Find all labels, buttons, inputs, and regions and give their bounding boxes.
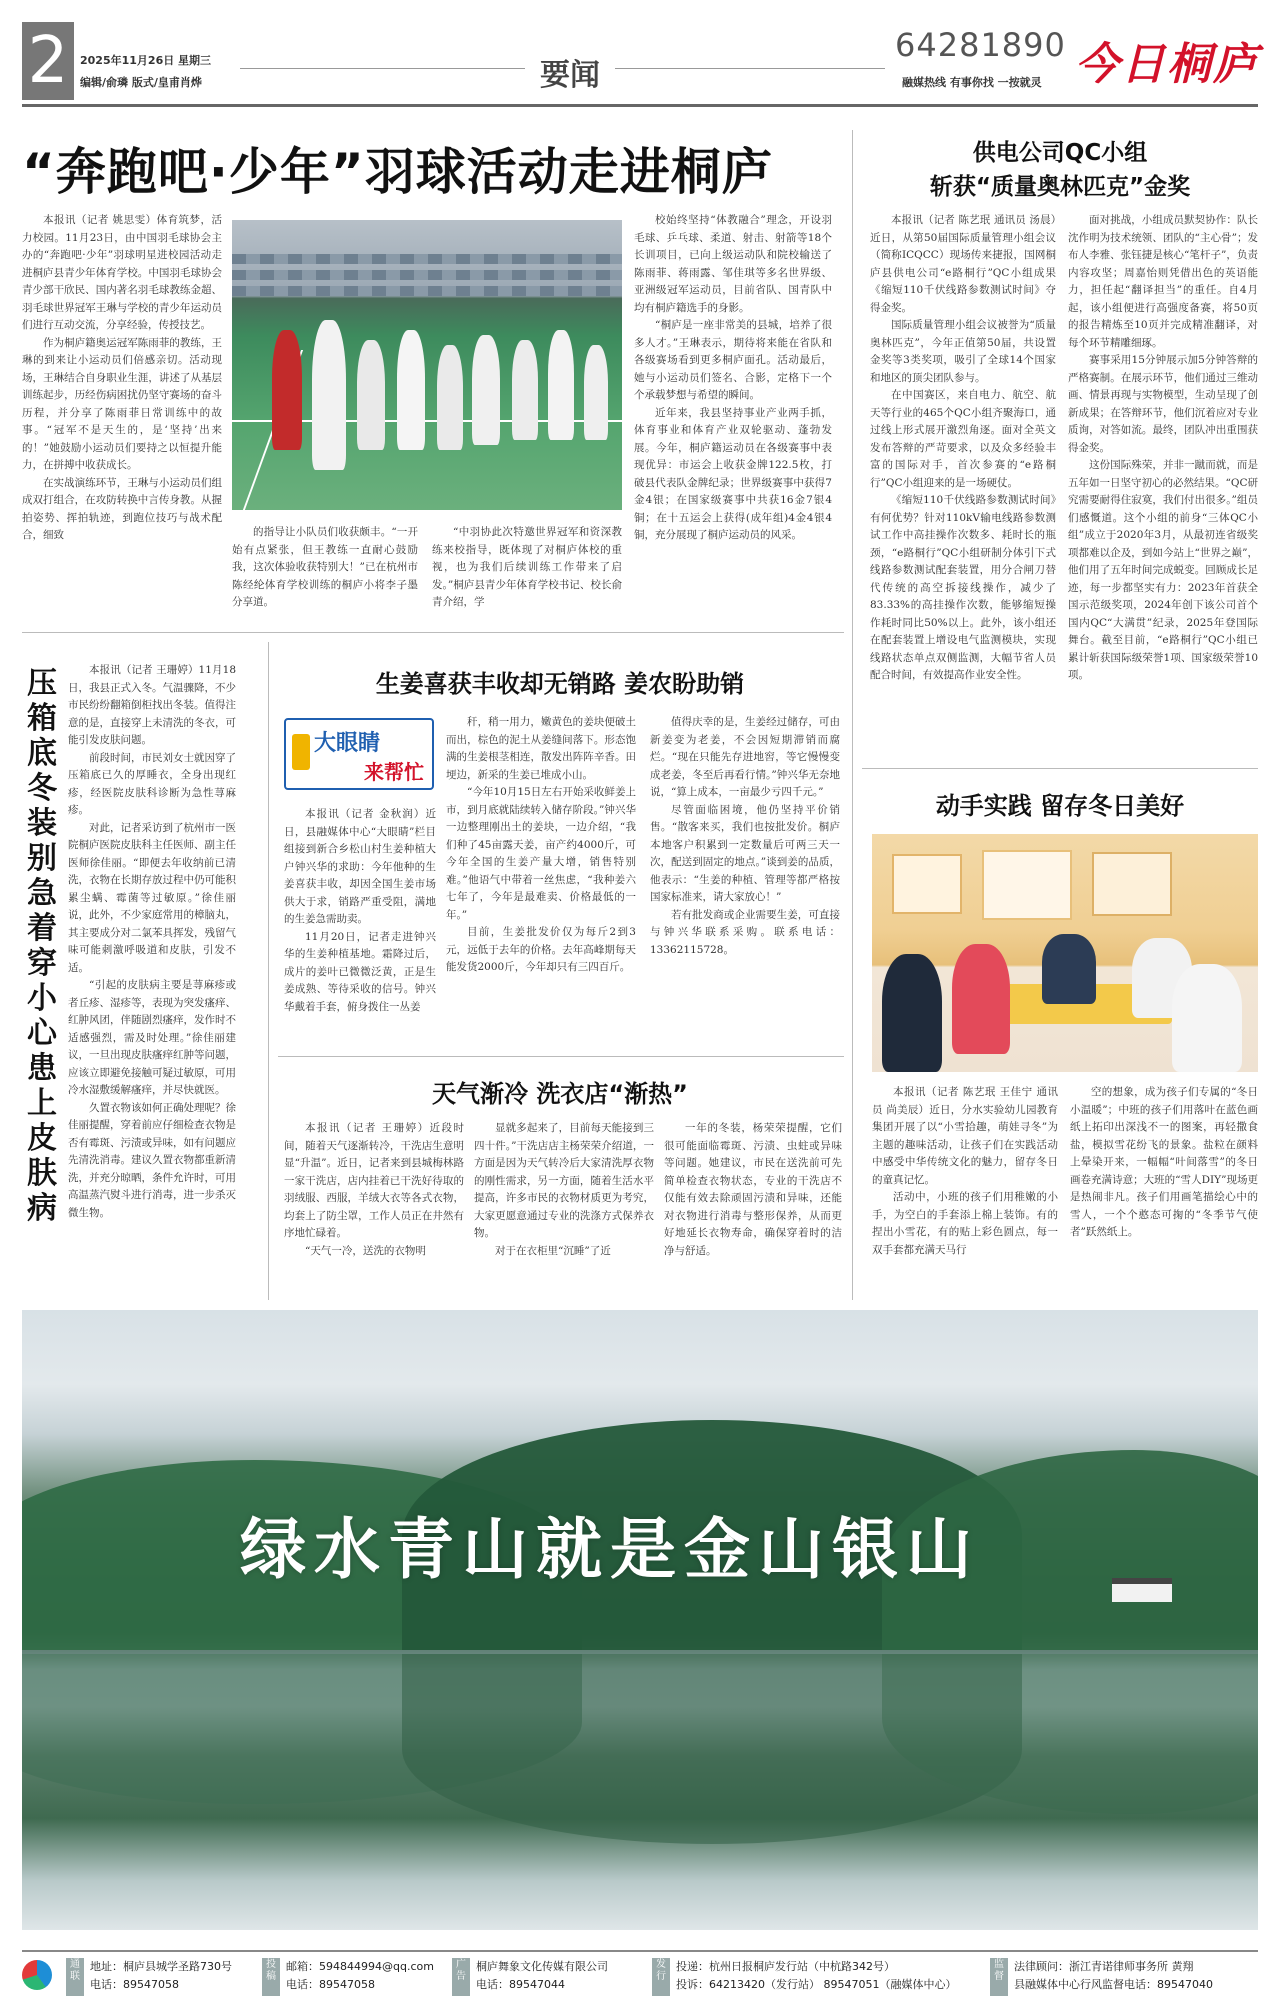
paragraph: 值得庆幸的是，生姜经过储存，可由新姜变为老姜，不会因短期滞销而腐烂。“现在只能先存进地窖，等它慢慢变成老姜，冬至后再看行情。”钟兴华无奈地说，“算上成本，一亩最少亏四千元。” xyxy=(650,716,840,798)
paragraph: 这份国际殊荣，并非一蹴而就，而是五年如一日坚守初心的必然结果。“QC研究需要耐得住寂寞，我们付出很多。”组员们感慨道。这个小组的前身“三体QC小组”成立于2020年3月，从最初连省级奖项都难以企及，到如今站上“世界之巅”，他们用了五年时间完成蜕变。回顾成长足迹，每一步都坚实有力：2023年首获全国示范级奖项，2024年创下该公司首个国内QC“大满贯”纪录，2025年登国际舞台。截至目前，“e路桐行”QC小组已累计斩获国际级荣誉1项、国家级荣誉10项。 xyxy=(1068,459,1258,681)
paragraph: 赛事采用15分钟展示加5分钟答辩的严格赛制。在展示环节，他们通过三维动画、情景再现与实物模型，生动呈现了创新成果；在答辩环节，他们沉着应对专业质询，对答如流。最终，团队冲出重围获得金奖。 xyxy=(1068,354,1258,454)
hotline-number: 64281890 xyxy=(895,26,1066,64)
section-divider xyxy=(278,1056,844,1057)
footer-issue-phone: 投诉：64213420（发行站） 89547051（融媒体中心） xyxy=(676,1978,957,1991)
section-divider xyxy=(862,768,1258,769)
badminton-headline: “奔跑吧·少年”羽球活动走进桐庐 xyxy=(22,143,773,201)
ginger-col-3 xyxy=(650,714,840,1046)
paragraph: 11月20日，记者走进钟兴华的生姜种植基地。霜降过后，成片的姜叶已微微泛黄，正是生姜成熟、等待采收的信号。钟兴华戴着手套，俯身拨住一丛姜 xyxy=(284,930,436,1013)
paragraph: 前段时间，市民刘女士就因穿了压箱底已久的厚睡衣，全身出现红疹，经医院皮肤科诊断为急性荨麻疹。 xyxy=(68,751,236,816)
footer-ad-company: 桐庐舞象文化传媒有限公司 xyxy=(476,1960,608,1973)
footer-phone-3: 电话：89547044 xyxy=(476,1978,565,1991)
header-bottom-rule xyxy=(22,104,1258,107)
footer-label: 广告 xyxy=(452,1958,470,1996)
footer-address: 地址：桐庐县城学圣路730号 xyxy=(90,1960,232,1973)
badminton-col-4 xyxy=(634,212,832,618)
logo-text-b: 来帮忙 xyxy=(364,760,424,784)
clothes-col-1 xyxy=(68,662,236,1292)
laundry-col-3 xyxy=(664,1120,842,1296)
badminton-photo xyxy=(232,220,622,510)
paragraph: 校始终坚持“体教融合”理念，开设羽毛球、乒乓球、柔道、射击、射箭等18个长训项目，已向上级运动队和院校输送了陈雨菲、蒋雨露、邹佳琪等多名世界级、亚洲级冠军运动员，目前省队、国青队中均有桐庐籍选手的身影。 xyxy=(634,214,832,314)
paragraph: 一年的冬装，杨荣荣提醒，它们很可能面临霉斑、污渍、虫蛀或异味等问题。她建议，市民在送洗前可先简单检查衣物状态，专业的干洗店不仅能有效去除顽固污渍和异味，还能对衣物进行消毒与整形保养，从而更好地延长衣物寿命，确保穿着时的洁净与舒适。 xyxy=(664,1122,842,1257)
footer-phone-1: 电话：89547058 xyxy=(90,1978,179,1991)
paragraph: 本报讯（记者 姚思雯）体育筑梦，活力校园。11月23日，由中国羽毛球协会主办的“奔跑吧·少年”羽球明星进校园活动走进桐庐县青少年体育学校。中国羽毛球协会青少部干欣民、国内著名羽毛球教练金超、羽毛球世界冠军王琳与学校的青少年运动员们进行互动交流，分享经验，传授技艺。 xyxy=(22,214,222,331)
kinder-col-2 xyxy=(1070,1084,1258,1296)
big-eyes-logo xyxy=(284,718,434,790)
paragraph: 的指导让小队员们收获颇丰。“一开始有点紧张，但王教练一直耐心鼓励我，这次体验收获特别大！”已在杭州市陈经纶体育学校训练的桐庐小将李子墨分享道。 xyxy=(232,526,418,608)
paragraph: 近年来，我县坚持事业产业两手抓，体育事业和体育产业双轮驱动、蓬勃发展。今年，桐庐籍运动员在各级赛事中表现优异：市运会上收获金牌122.5枚，打破县代表队金牌纪录；世界级赛事中获得7金4银；在国家级赛事中共获16金7银4铜；在十五运会上获得(成年组)4金4银4铜，充分展现了桐庐运动员的风采。 xyxy=(634,406,832,541)
footer-label: 投稿 xyxy=(262,1958,280,1996)
footer-phone-2: 电话：89547058 xyxy=(286,1978,375,1991)
banner-slogan: 绿水青山就是金山银山 xyxy=(240,1511,980,1588)
column-divider xyxy=(268,642,269,1300)
badminton-col-1 xyxy=(22,212,222,618)
paragraph: 对于在衣柜里“沉睡”了近 xyxy=(495,1244,611,1257)
paragraph: 本报讯（记者 陈艺珉 王佳宁 通讯员 尚美辰）近日，分水实验幼儿园教育集团开展了以“小雪拾趣，萌娃寻冬”为主题的趣味活动，让孩子们在实践活动中感受中华传统文化的魅力，留存冬日的童真记忆。 xyxy=(872,1086,1058,1186)
paragraph: 目前，生姜批发价仅为每斤2到3元，远低于去年的价格。去年高峰期每天能发货2000斤，今年却只有三四百斤。 xyxy=(446,926,636,973)
paragraph: 《缩短110千伏线路参数测试时间》有何优势？针对110kV输电线路参数测试工作中高挂操作次数多、耗时长的瓶颈，“e路桐行”QC小组研制分体引下式线路参数测试配套装置，用分合闸刀替代传统的高空拆接线操作，减少了83.33%的高挂操作次数，能够缩短操作耗时同比50%以上。此外，该小组还在配套装置上增设电气监测模块，实现线路状态单点双侧监测，大幅节省人员配合时间，有效提高作业安全性。 xyxy=(870,494,1056,681)
paragraph: “中羽协此次特邀世界冠军和资深教练来校指导，既体现了对桐庐体校的重视，也为我们后续训练工作带来了启发。”桐庐县青少年体育学校书记、校长俞青介绍，学 xyxy=(432,526,622,608)
page-number: 2 xyxy=(22,22,74,100)
footer-legal: 法律顾问：浙江青诺律师事务所 黄翔 xyxy=(1014,1960,1194,1973)
footer-label: 监督 xyxy=(990,1958,1008,1996)
landscape-banner xyxy=(22,1310,1258,1930)
paragraph: 在实战演练环节，王琳与小运动员们组成双打组合，在攻防转换中言传身教。从握拍姿势、挥拍轨迹，到跑位技巧与战术配合，细致 xyxy=(22,476,222,541)
paragraph: 对此，记者采访到了杭州市一医院桐庐医院皮肤科主任医师、副主任医师徐佳丽。“即便去年收纳前已清洗，衣物在长期存放过程中仍可能积累尘螨、霉菌等过敏原。”徐佳丽说，此外，不少家庭常用的樟脑丸，其主要成分对二氯苯具挥发，残留气味可能刺激呼吸道和皮肤，引发不适。 xyxy=(68,821,236,974)
qc-headline-line2: 斩获“质量奥林匹克”金奖 xyxy=(929,174,1191,200)
laundry-headline: 天气渐冷 洗衣店“渐热” xyxy=(432,1080,688,1108)
paragraph: “桐庐是一座非常美的县城，培养了很多人才。”王琳表示，期待将来能在省队和各级赛场看到更多桐庐面孔。活动最后，她与小运动员们签名、合影，定格下一个个承载梦想与希望的瞬间。 xyxy=(634,319,832,401)
paragraph: 空的想象，成为孩子们专属的“冬日小温暖”；中班的孩子们用落叶在蓝色画纸上拓印出深浅不一的图案，再轻撒食盐，模拟雪花纷飞的景象。盐粒在颜料上晕染开来，一幅幅“叶间落雪”的冬日画卷充满诗意；大班的“雪人DIY”现场更是热闹非凡。孩子们用画笔描绘心中的雪人，一个个憨态可掬的“冬季节气使者”跃然纸上。 xyxy=(1070,1086,1258,1238)
section-title: 要闻 xyxy=(540,58,600,93)
qc-headline-line1: 供电公司QC小组 xyxy=(972,140,1148,166)
qc-headline xyxy=(870,136,1250,204)
newspaper-logo: 今日桐庐 xyxy=(1075,39,1259,90)
logo-text-a: 大眼睛 xyxy=(314,731,381,756)
ginger-col-1 xyxy=(284,806,436,1046)
footer-label: 发行 xyxy=(652,1958,670,1996)
kinder-headline: 动手实践 留存冬日美好 xyxy=(935,792,1185,820)
section-divider xyxy=(22,632,844,633)
paragraph: “引起的皮肤病主要是荨麻疹或者丘疹、湿疹等，表现为突发瘙痒、红肿风团，伴随剧烈瘙痒，发作时不适感强烈，需及时处理。”徐佳丽建议，一旦出现皮肤瘙痒红肿等问题，应该立即避免接触可疑过敏原，可用冷水湿敷缓解瘙痒，并尽快就医。 xyxy=(68,979,236,1096)
kinder-col-1 xyxy=(872,1084,1058,1296)
laundry-col-2 xyxy=(474,1120,654,1296)
footer-label: 通联 xyxy=(66,1958,84,1996)
clothes-headline: 压箱底冬装别急着穿 小心患上皮肤病 xyxy=(27,666,57,1226)
paragraph: “今年10月15日左右开始采收鲜姜上市，到月底就陆续转入储存阶段。”钟兴华一边整理刚出土的姜块，一边介绍，“我们种了45亩露天姜，亩产约4000斤，可今年全国的生姜产量大增，销售特别难。”他语气中带着一丝焦虑，“我种姜六七年了，今年是最难卖、价格最低的一年。” xyxy=(446,786,636,921)
badminton-col-3 xyxy=(432,524,622,618)
footer xyxy=(22,1950,1258,2000)
header-rule-left xyxy=(240,68,525,69)
footer-logo-icon xyxy=(22,1960,52,1990)
ginger-headline: 生姜喜获丰收却无销路 姜农盼助销 xyxy=(375,670,745,698)
paragraph: 尽管面临困境，他仍坚持平价销售。“散客来买，我们也按批发价。桐庐本地客户积累到一定数量后可两三天一次，配送到固定的地点。”谈到姜的品质，他表示：“生姜的种植、管理等都严格按国家标准来，请大家放心！” xyxy=(650,803,840,903)
qc-col-2 xyxy=(1068,212,1258,758)
column-divider xyxy=(852,130,853,1300)
paragraph: 秆，稍一用力，嫩黄色的姜块便破土而出，棕色的泥土从姜缝间落下。形态饱满的生姜根茎相连，散发出阵阵辛香。田埂边，新采的生姜已堆成小山。 xyxy=(446,716,636,781)
paragraph: 在中国赛区，来自电力、航空、航天等行业的465个QC小组齐聚海口，通过线上形式展开激烈角逐。面对全英文发布答辩的严苛要求，以及众多经验丰富的国际对手，首次参赛的“e路桐行”QC小组迎来的是一场硬仗。 xyxy=(870,389,1056,489)
qc-col-1 xyxy=(870,212,1056,758)
header-rule-right xyxy=(615,68,885,69)
kinder-photo xyxy=(872,834,1258,1072)
paragraph: 面对挑战，小组成员默契协作：队长沈作明为技术统领、团队的“主心骨”；发布人李雅、张钰捷是核心“笔杆子”，负责内容攻坚；周嘉怡则凭借出色的英语能力，担任起“翻译担当”的重任。自4月起，该小组便进行高强度备赛，将50页的报告精炼至10页并完成精准翻译，对每个环节精雕细琢。 xyxy=(1068,214,1258,349)
paragraph: 显就多起来了，目前每天能接到三四十件。”干洗店店主杨荣荣介绍道，一方面是因为天气转冷后大家清洗厚衣物的刚性需求，另一方面，随着生活水平提高，许多市民的衣物材质更为考究，大家更愿意通过专业的洗涤方式保养衣物。 xyxy=(474,1122,654,1239)
paragraph: 作为桐庐籍奥运冠军陈雨菲的教练，王琳的到来让小运动员们倍感亲切。活动现场，王琳结合自身职业生涯，讲述了从基层训练起步，历经伤病困扰仍坚守赛场的奋斗历程，并分享了陈雨菲日常训练中的故事。“冠军不是天生的，是‘坚持’出来的！”她鼓励小运动员们要持之以恒提升能力，在拼搏中收获成长。 xyxy=(22,336,222,471)
paragraph: 国际质量管理小组会议被誉为“质量奥林匹克”，今年正值第50届，共设置金奖等3类奖项，吸引了全球14个国家和地区的顶尖团队参与。 xyxy=(870,319,1056,384)
paragraph: 本报讯（记者 陈艺珉 通讯员 汤晨）近日，从第50届国际质量管理小组会议（简称ICQCC）现场传来捷报，国网桐庐县供电公司“e路桐行”QC小组成果《缩短110千伏线路参数测试时间》夺得金奖。 xyxy=(870,214,1056,314)
paragraph: 若有批发商或企业需要生姜，可直接与钟兴华联系采购。联系电话：13362115728。 xyxy=(650,908,840,956)
paragraph: 活动中，小班的孩子们用稚嫩的小手，为空白的手套添上棉上装饰。有的捏出小雪花，有的贴上彩色圆点，每一双手套都充满天马行 xyxy=(872,1191,1058,1256)
footer-email: 邮箱：594844994@qq.com xyxy=(286,1960,434,1973)
paragraph: 久置衣物该如何正确处理呢？徐佳丽提醒，穿着前应仔细检查衣物是否有霉斑、污渍或异味，如有问题应先清洗消毒。建议久置衣物都重新清洗，并充分晾晒，条件允许时，可用高温蒸汽熨斗进行消毒，进一步杀灭微生物。 xyxy=(68,1101,236,1219)
editor-credits: 编辑/俞璘 版式/皇甫肖烨 xyxy=(80,76,202,89)
issue-date: 2025年11月26日 星期三 xyxy=(80,54,212,67)
paragraph: 本报讯（记者 王珊婷）近段时间，随着天气逐渐转冷，干洗店生意明显“升温”。近日，记者来到县城梅林路一家干洗店，店内挂着已干洗好待取的羽绒服、西服，羊绒大衣等各式衣物，均套上了防尘罩，工作人员正在井然有序地忙碌着。 xyxy=(284,1122,464,1239)
paragraph: “天气一冷，送洗的衣物明 xyxy=(305,1244,426,1257)
laundry-col-1 xyxy=(284,1120,464,1296)
logo-mark xyxy=(292,734,310,770)
footer-issue: 投递：杭州日报桐庐发行站（中杭路342号） xyxy=(676,1960,895,1973)
paragraph: 本报讯（记者 王珊婷）11月18日，我县正式入冬。气温骤降，不少市民纷纷翻箱倒柜找出冬装。值得注意的是，直接穿上未清洗的冬衣，可能引发皮肤问题。 xyxy=(68,664,236,746)
ginger-col-2 xyxy=(446,714,636,1046)
paragraph: 本报讯（记者 金秋润）近日，县融媒体中心“大眼睛”栏目组接到新合乡松山村生姜种植大户钟兴华的求助：今年他种的生姜喜获丰收，却因全国生姜市场供大于求，销路严重受阻，满地的生姜急需助卖。 xyxy=(284,808,436,925)
footer-supervise: 县融媒体中心行风监督电话：89547040 xyxy=(1014,1978,1213,1991)
hotline-slogan: 融媒热线 有事你找 一按就灵 xyxy=(902,76,1042,89)
badminton-col-2 xyxy=(232,524,418,618)
